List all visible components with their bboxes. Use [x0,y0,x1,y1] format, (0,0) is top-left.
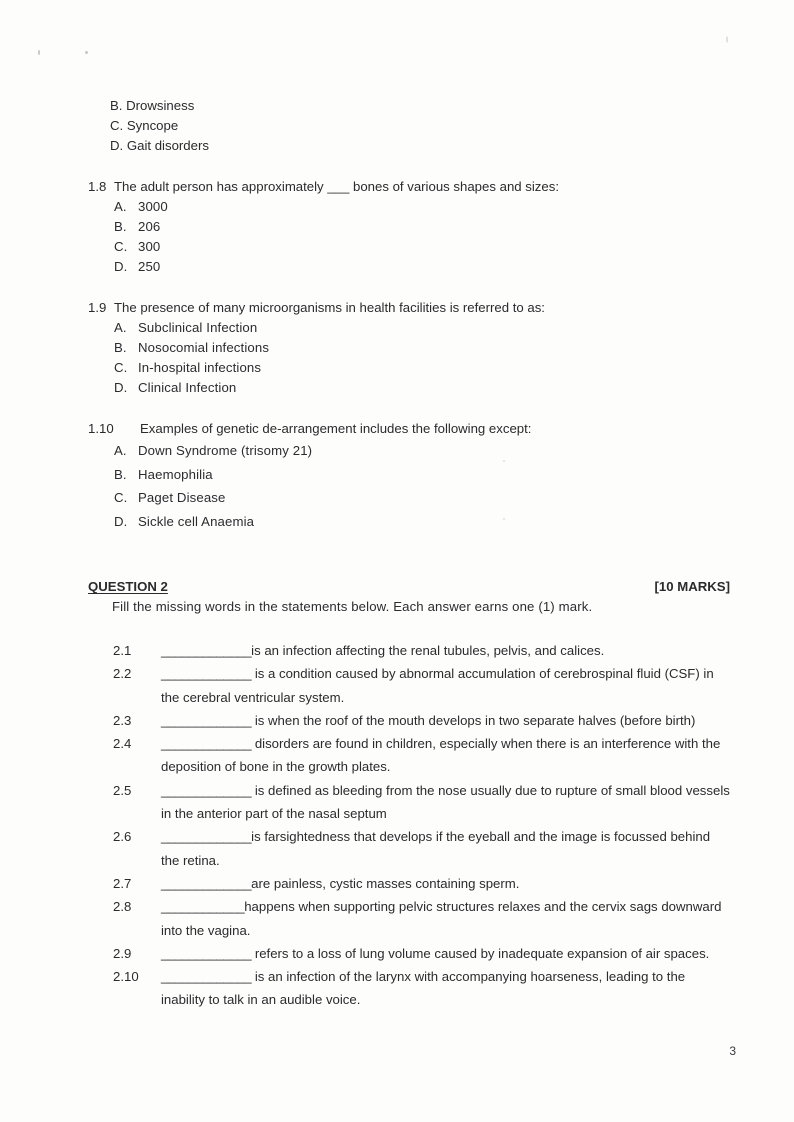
section-instruction: Fill the missing words in the statements below. Each answer earns one (1) mark. [112,599,593,615]
question-text: Examples of genetic de-arrangement includes the following except: [140,421,532,437]
question-stem [88,419,730,439]
scan-speck [38,50,40,55]
item-text: is an infection of the larynx with accompanying hoarseness, leading to the inability to talk in an audible voice. [161,969,686,1008]
option-letter: B. [114,218,127,234]
answer-blank[interactable]: _____________ [161,875,252,891]
item-body [161,825,730,872]
item-body [161,779,730,826]
item-body [161,965,730,1012]
answer-blank[interactable]: _____________ [161,736,252,752]
leading-options-group [88,96,730,155]
fill-in-item [88,872,730,895]
item-number: 2.5 [113,782,132,798]
option-text: Paget Disease [138,490,226,506]
fill-in-list [88,639,730,1012]
item-number: 2.1 [113,642,132,658]
question-stem [88,177,730,197]
page-content [88,96,730,1012]
answer-blank[interactable]: _____________ [161,945,252,961]
item-body [161,732,730,779]
question-stem [88,298,730,318]
item-text: is a condition caused by abnormal accumulation of cerebrospinal fluid (CSF) in the cerebral ventricular system. [161,666,714,705]
item-text: is farsightedness that develops if the eyeball and the image is focussed behind the retina. [161,829,711,868]
option-letter: C. [114,238,128,254]
option-letter: B. [114,466,127,482]
question-1-10 [88,419,730,533]
item-body [161,942,730,965]
answer-blank[interactable]: _____________ [161,782,252,798]
question-number: 1.9 [88,300,107,316]
marks-label: [10 MARKS] [654,579,730,595]
fill-in-item [88,965,730,1012]
option-text: 3000 [138,199,168,215]
option-letter: C. [110,117,124,133]
item-number: 2.9 [113,945,132,961]
fill-in-item [88,942,730,965]
option-text: Haemophilia [138,466,213,482]
option-item [88,237,730,257]
option-text: Clinical Infection [138,379,237,395]
option-letter: B. [110,98,123,113]
option-item [88,486,730,510]
fill-in-item [88,662,730,709]
option-text: 206 [138,218,161,234]
option-list [88,439,730,533]
question-number: 1.10 [88,421,114,437]
option-item [88,378,730,398]
option-letter: D. [110,137,124,153]
item-body [161,709,730,732]
option-list [88,197,730,276]
answer-blank[interactable]: _____________ [161,712,252,728]
option-letter: D. [114,258,128,274]
question-1-9 [88,298,730,397]
option-item [88,318,730,338]
answer-blank[interactable]: ____________ [161,899,245,915]
page-number: 3 [729,1044,736,1058]
option-letter: A. [114,199,127,215]
item-number: 2.8 [113,899,132,915]
answer-blank[interactable]: _____________ [161,642,252,658]
answer-blank[interactable]: _____________ [161,829,252,845]
option-text: Syncope [126,117,179,133]
section-title: QUESTION 2 [88,579,168,595]
answer-blank[interactable]: _____________ [161,666,252,682]
option-text: Down Syndrome (trisomy 21) [138,443,313,459]
option-letter: C. [114,359,128,375]
option-text: Sickle cell Anaemia [138,513,255,529]
fill-in-item [88,709,730,732]
fill-in-item [88,825,730,872]
item-number: 2.4 [113,736,132,752]
item-number: 2.10 [113,969,139,985]
fill-in-item [88,779,730,826]
question-2-header [88,579,730,594]
option-item [88,257,730,277]
option-item [88,463,730,487]
option-item [88,338,730,358]
item-text: refers to a loss of lung volume caused by inadequate expansion of air spaces. [251,945,710,961]
answer-blank[interactable]: _____________ [161,969,252,985]
option-item [88,217,730,237]
item-number: 2.6 [113,829,132,845]
option-text: Subclinical Infection [138,320,258,336]
option-text: Gait disorders [126,137,209,153]
item-text: is defined as bleeding from the nose usually due to rupture of small blood vessels in the anterior part of the nasal septum [161,782,730,822]
option-item [88,358,730,378]
question-text: The adult person has approximately ___ bones of various shapes and sizes: [114,179,559,195]
item-number: 2.7 [113,875,132,891]
option-text: In-hospital infections [138,359,262,375]
item-body [161,662,730,709]
fill-in-item [88,895,730,942]
item-body [161,895,730,942]
option-list [88,318,730,397]
question-text: The presence of many microorganisms in health facilities is referred to as: [114,300,545,316]
fill-in-item [88,732,730,779]
option-letter: C. [114,490,128,506]
option-text: Nosocomial infections [138,339,270,355]
item-body [161,639,730,662]
item-number: 2.3 [113,712,132,728]
option-item [88,96,730,116]
item-text: is an infection affecting the renal tubules, pelvis, and calices. [251,642,605,658]
question-number: 1.8 [88,179,107,195]
option-text: Drowsiness [126,98,195,113]
option-item [88,510,730,534]
option-letter: D. [114,513,128,529]
option-item [88,136,730,156]
item-text: are painless, cystic masses containing sperm. [251,875,520,891]
option-text: 300 [138,238,161,254]
option-text: 250 [138,258,161,274]
question-1-8 [88,177,730,276]
item-body [161,872,730,895]
option-letter: A. [114,320,127,336]
option-letter: D. [114,379,128,395]
item-text: is when the roof of the mouth develops in two separate halves (before birth) [251,712,696,728]
option-item [88,439,730,463]
option-letter: A. [114,443,127,459]
item-number: 2.2 [113,666,132,682]
item-text: disorders are found in children, especially when there is an interference with the deposition of bone in the growth plates. [161,736,721,775]
scan-speck [726,36,728,43]
option-letter: B. [114,339,127,355]
option-item [88,197,730,217]
fill-in-item [88,639,730,662]
scan-speck [85,51,88,54]
item-text: happens when supporting pelvic structures relaxes and the cervix sags downward into the vagina. [161,899,722,938]
option-item [88,116,730,136]
